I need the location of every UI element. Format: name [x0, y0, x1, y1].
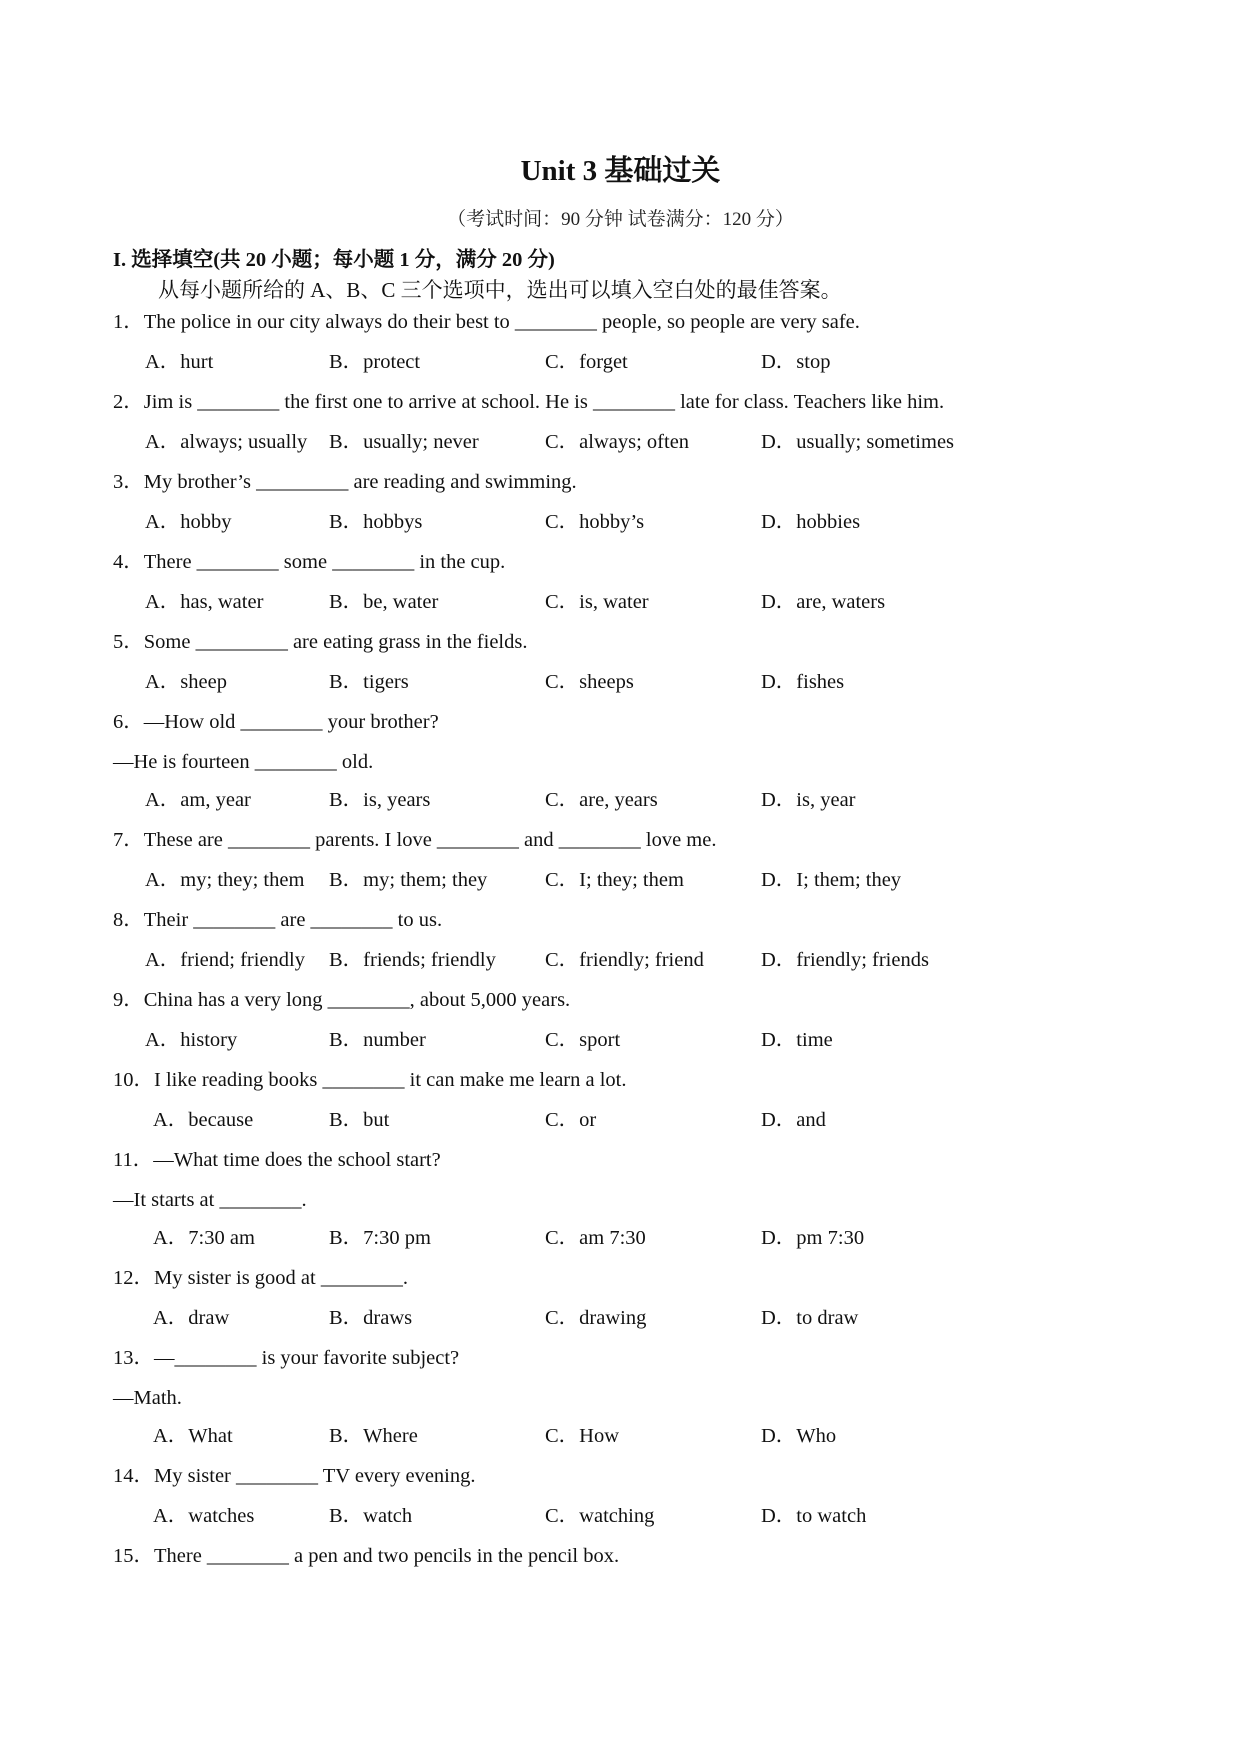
option-a: A．watches [153, 1505, 255, 1527]
option-c: C．drawing [545, 1307, 647, 1329]
option-d: D．friendly; friends [761, 949, 929, 971]
option-b: B．watch [329, 1505, 413, 1527]
option-row [113, 944, 1143, 984]
option-d: D．Who [761, 1425, 837, 1447]
option-b: B．tigers [329, 671, 409, 693]
option-c: C．sport [545, 1029, 621, 1051]
option-a: A．draw [153, 1307, 230, 1329]
section-heading: I. 选择填空(共 20 小题；每小题 1 分，满分 20 分) [113, 249, 555, 271]
option-d: D．to watch [761, 1505, 867, 1527]
option-a: A．because [153, 1109, 254, 1131]
option-c: C．friendly; friend [545, 949, 704, 971]
question-5 [113, 626, 1143, 706]
option-d: D．time [761, 1029, 833, 1051]
question-1 [113, 306, 1143, 386]
option-c: C．always; often [545, 431, 690, 453]
question-stem: 7．These are ________ parents. I love ________ and ________ love me. [113, 829, 717, 851]
question-reply: —It starts at ________. [113, 1189, 307, 1211]
option-d: D．pm 7:30 [761, 1227, 865, 1249]
question-7 [113, 824, 1143, 904]
option-d: D．to draw [761, 1307, 859, 1329]
option-a: A．7:30 am [153, 1227, 255, 1249]
option-c: C．watching [545, 1505, 655, 1527]
option-c: C．is, water [545, 591, 649, 613]
option-d: D．is, year [761, 789, 856, 811]
option-a: A．sheep [145, 671, 227, 693]
question-12 [113, 1262, 1143, 1342]
question-9 [113, 984, 1143, 1064]
option-a: A．friend; friendly [145, 949, 305, 971]
option-row [113, 506, 1143, 546]
question-stem: 12．My sister is good at ________. [113, 1267, 408, 1289]
option-row [113, 1104, 1143, 1144]
question-stem: 14．My sister ________ TV every evening. [113, 1465, 476, 1487]
question-8 [113, 904, 1143, 984]
option-d: D．usually; sometimes [761, 431, 955, 453]
option-row [113, 1420, 1143, 1460]
question-6 [113, 706, 1143, 824]
option-row [113, 1500, 1143, 1540]
option-b: B．draws [329, 1307, 413, 1329]
page-title: Unit 3 基础过关 [520, 155, 721, 187]
question-stem: 5．Some _________ are eating grass in the fields. [113, 631, 528, 653]
option-row [113, 864, 1143, 904]
option-row [113, 1024, 1143, 1064]
option-d: D．hobbies [761, 511, 861, 533]
question-stem: 4．There ________ some ________ in the cup. [113, 551, 506, 573]
question-4 [113, 546, 1143, 626]
question-stem: 6．—How old ________ your brother? [113, 711, 439, 733]
option-a: A．has, water [145, 591, 264, 613]
question-13 [113, 1342, 1143, 1460]
option-c: C．I; they; them [545, 869, 684, 891]
option-b: B．Where [329, 1425, 418, 1447]
option-b: B．protect [329, 351, 421, 373]
question-stem: 13．—________ is your favorite subject? [113, 1347, 460, 1369]
question-14 [113, 1460, 1143, 1540]
question-15 [113, 1540, 1143, 1580]
option-b: B．number [329, 1029, 426, 1051]
option-a: A．What [153, 1425, 233, 1447]
question-stem: 2．Jim is ________ the first one to arrive at school. He is ________ late for class. Teachers like him. [113, 391, 945, 413]
question-stem: 15．There ________ a pen and two pencils in the pencil box. [113, 1545, 620, 1567]
option-b: B．friends; friendly [329, 949, 496, 971]
question-reply: —Math. [113, 1387, 182, 1409]
option-c: C．or [545, 1109, 597, 1131]
option-row [113, 426, 1143, 466]
option-a: A．hobby [145, 511, 232, 533]
option-d: D．are, waters [761, 591, 886, 613]
option-row [113, 666, 1143, 706]
option-row [113, 1222, 1143, 1262]
question-3 [113, 466, 1143, 546]
question-stem: 9．China has a very long ________, about 5,000 years. [113, 989, 571, 1011]
option-c: C．How [545, 1425, 620, 1447]
option-c: C．sheeps [545, 671, 634, 693]
question-2 [113, 386, 1143, 466]
option-a: A．my; they; them [145, 869, 305, 891]
option-d: D．I; them; they [761, 869, 902, 891]
option-c: C．am 7:30 [545, 1227, 646, 1249]
option-d: D．stop [761, 351, 831, 373]
option-c: C．are, years [545, 789, 658, 811]
option-b: B．usually; never [329, 431, 479, 453]
question-stem: 8．Their ________ are ________ to us. [113, 909, 443, 931]
option-row [113, 1302, 1143, 1342]
question-stem: 3．My brother’s _________ are reading and swimming. [113, 471, 577, 493]
question-stem: 11．—What time does the school start? [113, 1149, 441, 1171]
option-d: D．fishes [761, 671, 845, 693]
option-c: C．hobby’s [545, 511, 645, 533]
question-list [113, 306, 1143, 1580]
option-b: B．7:30 pm [329, 1227, 431, 1249]
option-a: A．hurt [145, 351, 214, 373]
option-b: B．be, water [329, 591, 439, 613]
option-row [113, 784, 1143, 824]
section-instruction: 从每小题所给的 A、B、C 三个选项中，选出可以填入空白处的最佳答案。 [158, 278, 842, 302]
option-a: A．history [145, 1029, 238, 1051]
option-row [113, 586, 1143, 626]
question-reply: —He is fourteen ________ old. [113, 751, 374, 773]
question-stem: 10．I like reading books ________ it can make me learn a lot. [113, 1069, 627, 1091]
exam-info: （考试时间：90 分钟 试卷满分：120 分） [447, 209, 794, 230]
question-10 [113, 1064, 1143, 1144]
option-c: C．forget [545, 351, 628, 373]
question-stem: 1．The police in our city always do their best to ________ people, so people are very safe. [113, 311, 860, 333]
option-b: B．is, years [329, 789, 431, 811]
option-b: B．hobbys [329, 511, 423, 533]
option-a: A．am, year [145, 789, 251, 811]
option-row [113, 346, 1143, 386]
option-a: A．always; usually [145, 431, 308, 453]
option-b: B．but [329, 1109, 390, 1131]
option-d: D．and [761, 1109, 826, 1131]
question-11 [113, 1144, 1143, 1262]
option-b: B．my; them; they [329, 869, 488, 891]
